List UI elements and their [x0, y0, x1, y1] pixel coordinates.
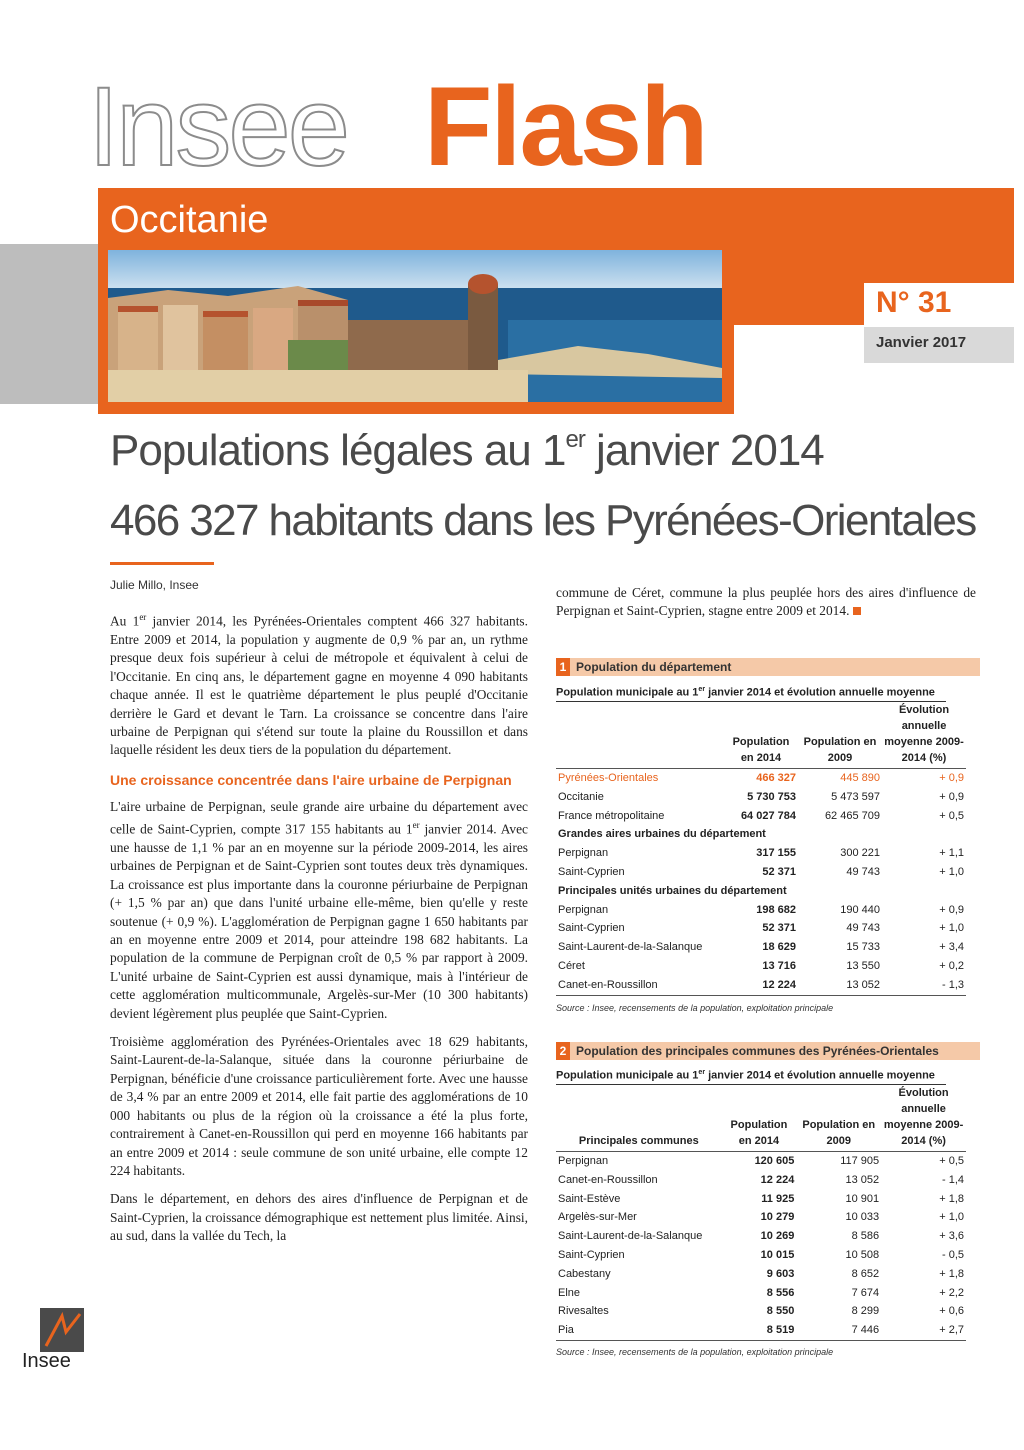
insee-logo-text: Insee [22, 1350, 71, 1372]
table-cell-p2014: 11 925 [761, 1192, 795, 1205]
table-cell-evol: + 0,9 [939, 903, 964, 916]
table-cell-p2014: 120 605 [754, 1155, 795, 1167]
table-cell-evol: + 0,6 [939, 1305, 964, 1318]
table-cell-evol: + 0,9 [939, 790, 964, 803]
table-row [556, 1321, 966, 1340]
section-heading: Une croissance concentrée dans l'aire urbaine de Perpignan [110, 771, 512, 788]
paragraph-intro: Au 1er janvier 2014, les Pyrénées-Orientales comptent 466 327 habitants. Entre 2009 et 2014, la population y augmente de 0,9 % par an, un rythme presque deux fois supérieur à celui de métropole et équivalent à celui de l'Occitanie. En cinq ans, le département gagne en moyenne 4 090 habitants chaque année. Il est le quatrième département le plus peuplé d'Occitanie derrière le Gard et devant le Tarn. La croissance se concentre dans l'aire urbaine de Perpignan qui s'étend sur toute la plaine du Roussillon et dans laquelle résident les deux tiers de la population du département. [110, 612, 528, 758]
table-cell-p2014: 8 519 [722, 1321, 797, 1340]
table1-col-name [556, 702, 724, 769]
table-cell-p2009: 7 446 [796, 1321, 881, 1340]
table-cell-evol: + 1,8 [939, 1267, 964, 1280]
table2-title: Population des principales communes des Pyrénées-Orientales [576, 1044, 939, 1058]
table1-subtitle: Population municipale au 1er janvier 2014 et évolution annuelle moyenne [556, 686, 946, 702]
page-title: Populations légales au 1er janvier 2014 [110, 426, 824, 475]
header-gray-band [0, 244, 110, 404]
table-cell-evol: + 3,4 [939, 941, 964, 954]
table2-col-evol: Évolution annuelle moyenne 2009-2014 (%) [881, 1085, 966, 1152]
table-cell-evol: + 1,0 [939, 1211, 964, 1224]
table-cell-p2009: 8 299 [851, 1305, 880, 1318]
table-cell-evol: + 0,5 [939, 1155, 964, 1167]
table-row [556, 807, 966, 826]
paragraph-saint-laurent: Troisième agglomération des Pyrénées-Orientales avec 18 629 habitants, Saint-Laurent-de-la-Salanque, située dans la couronne périurbaine de Perpignan, bénéficie d'une croissance particulièrement forte. Avec une hausse de 3,4 % par an entre 2009 et 2014, elle fait partie des agglomérations de 10 000 habitants ou plus de la région où la croissance a été la plus forte, contrairement à Canet-en-Roussillon qui perd en moyenne 166 habitants par an entre 2009 et 2014 : seule commune de son unité urbaine, elle compte 12 224 habitants. [110, 1034, 528, 1178]
table-cell-evol: + 1,1 [939, 847, 964, 860]
table-cell-p2009: 445 890 [840, 772, 880, 784]
table2 [556, 1085, 966, 1341]
table-cell-p2009: 10 033 [845, 1211, 880, 1224]
paragraph-ceret: commune de Céret, commune la plus peuplée hors des aires d'influence de Perpignan et Saint-Cyprien, stagne entre 2009 et 2014. [556, 585, 976, 619]
table-cell-evol: + 1,8 [939, 1192, 964, 1205]
table-cell-name: France métropolitaine [558, 809, 665, 822]
table-cell-p2009: 15 733 [846, 941, 880, 954]
table-cell-p2014: 8 556 [766, 1286, 795, 1299]
table-cell-name: Perpignan [558, 903, 609, 916]
table-cell-name: Céret [558, 959, 585, 972]
table-cell-evol: + 2,2 [939, 1286, 964, 1299]
table-row [556, 1302, 966, 1321]
table-cell-p2014: 10 015 [760, 1248, 795, 1261]
cover-photo [108, 250, 722, 402]
table2-number: 2 [556, 1042, 570, 1060]
table-cell-name: Canet-en-Roussillon [556, 976, 724, 995]
table-row [556, 1208, 966, 1227]
table1-source: Source : Insee, recensements de la population, exploitation principale [556, 1003, 834, 1013]
table-cell-p2009: 10 901 [845, 1192, 880, 1205]
table-row [556, 863, 966, 882]
table-cell-evol: + 0,9 [939, 772, 964, 784]
table-cell-p2009: 13 052 [845, 1173, 880, 1186]
table-row [556, 1152, 966, 1171]
table-cell-evol: + 0,5 [939, 809, 964, 822]
table-row [556, 769, 966, 788]
table-cell-p2014: 466 327 [756, 772, 796, 784]
table2-col-pop2009: Population en 2009 [796, 1085, 881, 1152]
brand-flash: Flash [424, 64, 707, 189]
table-section-label: Principales unités urbaines du département [558, 884, 787, 897]
table-cell-p2014: 10 279 [760, 1211, 795, 1224]
table-cell-name: Saint-Estève [558, 1192, 621, 1205]
table-cell-p2014: 12 224 [724, 976, 798, 995]
table1-col-evol: Évolution annuelle moyenne 2009-2014 (%) [882, 702, 966, 769]
table-cell-p2009: 62 465 709 [824, 809, 880, 822]
table-cell-evol: - 1,3 [882, 976, 966, 995]
table-cell-name: Argelès-sur-Mer [558, 1211, 637, 1224]
table-cell-p2009: 8 586 [851, 1230, 880, 1243]
table-cell-evol: + 1,0 [939, 922, 964, 935]
issue-number: N° 31 [876, 286, 952, 319]
table-cell-evol: + 3,6 [939, 1230, 964, 1243]
table-cell-p2014: 52 371 [762, 865, 796, 878]
table-row [556, 938, 966, 957]
table-row [556, 1265, 966, 1284]
table1-title: Population du département [576, 660, 732, 674]
insee-logo-icon [22, 1306, 86, 1354]
table-cell-p2009: 49 743 [846, 865, 880, 878]
table-cell-name: Saint-Laurent-de-la-Salanque [558, 1230, 703, 1243]
table-cell-p2014: 198 682 [756, 903, 796, 916]
table-cell-name: Saint-Cyprien [558, 922, 625, 935]
table-cell-p2014: 18 629 [762, 941, 796, 954]
table-row [556, 957, 966, 976]
table-cell-name: Perpignan [558, 1155, 609, 1167]
table1 [556, 702, 966, 996]
title-rule [110, 562, 214, 565]
table-cell-p2014: 64 027 784 [740, 809, 796, 822]
table1-col-pop2014: Population en 2014 [724, 702, 798, 769]
paragraph-departement: Dans le département, en dehors des aires d'influence de Perpignan et de Saint-Cyprien, la croissance démographique est nettement plus limitée. Ainsi, au sud, dans la vallée du Tech, la [110, 1191, 528, 1244]
table-cell-name: Pia [556, 1321, 722, 1340]
table-cell-p2014: 8 550 [766, 1305, 795, 1318]
table-cell-name: Occitanie [558, 790, 604, 803]
end-mark-icon [853, 607, 861, 615]
table-cell-name: Pyrénées-Orientales [558, 772, 659, 784]
region-name: Occitanie [110, 199, 269, 241]
table-cell-name: Elne [558, 1286, 581, 1299]
table2-source: Source : Insee, recensements de la population, exploitation principale [556, 1347, 834, 1357]
table-cell-p2014: 52 371 [762, 922, 796, 935]
table1-number: 1 [556, 658, 570, 676]
text-column-right [556, 584, 976, 631]
table-cell-p2014: 12 224 [760, 1173, 795, 1186]
table-cell-evol: - 1,4 [941, 1173, 964, 1186]
table-cell-p2014: 5 730 753 [747, 790, 796, 803]
table-cell-p2014: 13 716 [762, 959, 796, 972]
table-row [556, 919, 966, 938]
table-cell-name: Canet-en-Roussillon [558, 1173, 658, 1186]
table-row [556, 1227, 966, 1246]
table2-header [556, 1042, 980, 1060]
table2-subtitle: Population municipale au 1er janvier 2014 et évolution annuelle moyenne [556, 1069, 946, 1085]
table-row [556, 1284, 966, 1303]
table-cell-p2009: 13 052 [798, 976, 882, 995]
table2-col-name: Principales communes [556, 1085, 722, 1152]
table-cell-p2014: 317 155 [756, 847, 796, 860]
text-column-left [110, 608, 528, 1256]
table-row [556, 844, 966, 863]
table1-header [556, 658, 980, 676]
table-cell-evol: + 2,7 [881, 1321, 966, 1340]
table1-col-pop2009: Population en 2009 [798, 702, 882, 769]
table-cell-p2014: 10 269 [760, 1230, 795, 1243]
table-cell-p2009: 8 652 [851, 1267, 880, 1280]
table-row [556, 1246, 966, 1265]
table-cell-name: Rivesaltes [558, 1305, 609, 1318]
issue-date: Janvier 2017 [876, 334, 967, 351]
paragraph-perpignan: L'aire urbaine de Perpignan, seule grande aire urbaine du département avec celle de Saint-Cyprien, compte 317 155 habitants au 1er janvier 2014. Avec une hausse de 1,1 % par an en moyenne sur la période 2009-2014, les aires urbaines de Perpignan et de Saint-Cyprien sont toutes deux très dynamiques. La croissance est plus importante dans la couronne périurbaine de Perpignan (+ 1,5 % par an) que dans l'unité urbaine elle-même, bien qu'elle y reste soutenue (+ 0,9 %). L'agglomération de Perpignan gagne 1 650 habitants par an en moyenne entre 2009 et 2014, pour atteindre 198 682 habitants. La population de la commune de Perpignan croît de 0,5 % par rapport à 2009. L'unité urbaine de Saint-Cyprien est aussi dynamique, mais à l'intérieur de cette agglomération multicommunale, Argelès-sur-Mer (10 300 habitants) devient légèrement plus peuplée que Saint-Cyprien. [110, 798, 528, 1021]
table-cell-p2009: 300 221 [840, 847, 880, 860]
table-row [556, 1190, 966, 1209]
table-cell-evol: - 0,5 [941, 1248, 964, 1261]
author: Julie Millo, Insee [110, 578, 199, 592]
table-cell-p2009: 10 508 [845, 1248, 880, 1261]
table2-col-pop2014: Population en 2014 [722, 1085, 797, 1152]
table-section-row [556, 825, 966, 844]
page-subtitle: 466 327 habitants dans les Pyrénées-Orientales [110, 496, 976, 545]
table-cell-evol: + 0,2 [939, 959, 964, 972]
table-row [556, 788, 966, 807]
table-cell-evol: + 1,0 [939, 865, 964, 878]
table-cell-p2014: 9 603 [766, 1267, 795, 1280]
table-row [556, 901, 966, 920]
table-section-row [556, 882, 966, 901]
table-cell-name: Perpignan [558, 847, 609, 860]
table-cell-name: Saint-Laurent-de-la-Salanque [558, 941, 703, 954]
table-row [556, 1171, 966, 1190]
table-cell-name: Saint-Cyprien [558, 1248, 625, 1261]
table-cell-p2009: 49 743 [846, 922, 880, 935]
table-section-label: Grandes aires urbaines du département [558, 828, 766, 841]
table-cell-p2009: 13 550 [846, 959, 880, 972]
brand-insee: Insee [88, 64, 347, 189]
table-cell-name: Saint-Cyprien [558, 865, 625, 878]
table-cell-p2009: 5 473 597 [831, 790, 880, 803]
table-row [556, 976, 966, 995]
table-cell-name: Cabestany [558, 1267, 611, 1280]
table-cell-p2009: 117 905 [840, 1155, 880, 1167]
table-cell-p2009: 190 440 [840, 903, 880, 916]
table-cell-p2009: 7 674 [851, 1286, 880, 1299]
